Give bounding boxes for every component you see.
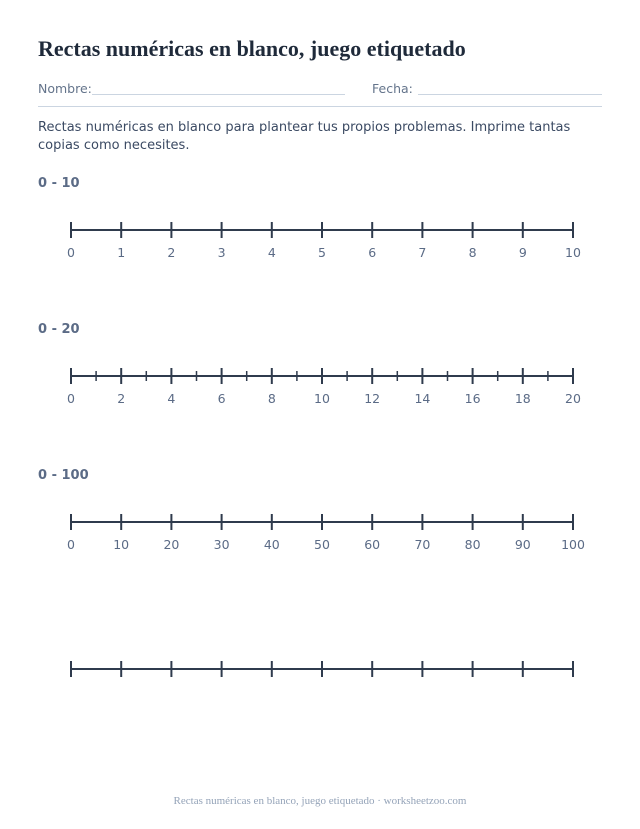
tick-label: 10 [113, 537, 130, 552]
date-label: Fecha: [372, 81, 413, 96]
tick-label: 16 [464, 391, 481, 406]
tick-label: 14 [414, 391, 431, 406]
section-heading-0-100: 0 - 100 [38, 468, 89, 483]
tick-label: 8 [468, 245, 477, 260]
name-field-line[interactable] [92, 94, 345, 95]
number-line-blank [0, 654, 640, 704]
tick-label: 10 [565, 245, 581, 260]
tick-label: 0 [67, 391, 75, 406]
tick-label: 18 [514, 391, 531, 406]
date-field-line[interactable] [418, 94, 602, 95]
tick-label: 20 [163, 537, 180, 552]
name-label: Nombre: [38, 81, 92, 96]
number-line-0-10 [0, 215, 640, 265]
tick-label: 6 [217, 391, 226, 406]
header-divider [38, 106, 602, 107]
tick-label: 5 [318, 245, 326, 260]
tick-label: 3 [217, 245, 226, 260]
tick-label: 12 [364, 391, 381, 406]
tick-label: 1 [117, 245, 126, 260]
tick-label: 80 [464, 537, 481, 552]
tick-label: 90 [514, 537, 531, 552]
tick-label: 40 [263, 537, 280, 552]
tick-label: 9 [518, 245, 527, 260]
tick-label: 100 [561, 537, 585, 552]
tick-label: 2 [117, 391, 126, 406]
footer-credit: Rectas numéricas en blanco, juego etiquetado · worksheetzoo.com [173, 795, 467, 807]
intro-text: Rectas numéricas en blanco para plantear tus propios problemas. Imprime tantas copias como necesites. [38, 120, 571, 153]
tick-label: 10 [314, 391, 330, 406]
tick-label: 8 [267, 391, 276, 406]
section-heading-0-10: 0 - 10 [38, 176, 80, 191]
tick-label: 50 [314, 537, 330, 552]
tick-label: 30 [213, 537, 230, 552]
tick-label: 0 [67, 537, 75, 552]
number-line-0-20 [0, 361, 640, 411]
tick-label: 7 [418, 245, 427, 260]
tick-label: 2 [167, 245, 176, 260]
tick-label: 0 [67, 245, 75, 260]
tick-label: 70 [414, 537, 431, 552]
tick-label: 4 [167, 391, 176, 406]
tick-label: 4 [267, 245, 276, 260]
tick-label: 20 [565, 391, 581, 406]
tick-label: 6 [368, 245, 377, 260]
page-title: Rectas numéricas en blanco, juego etiquetado [38, 36, 466, 61]
number-line-0-100 [0, 507, 640, 557]
section-heading-0-20: 0 - 20 [38, 322, 80, 337]
tick-label: 60 [364, 537, 381, 552]
